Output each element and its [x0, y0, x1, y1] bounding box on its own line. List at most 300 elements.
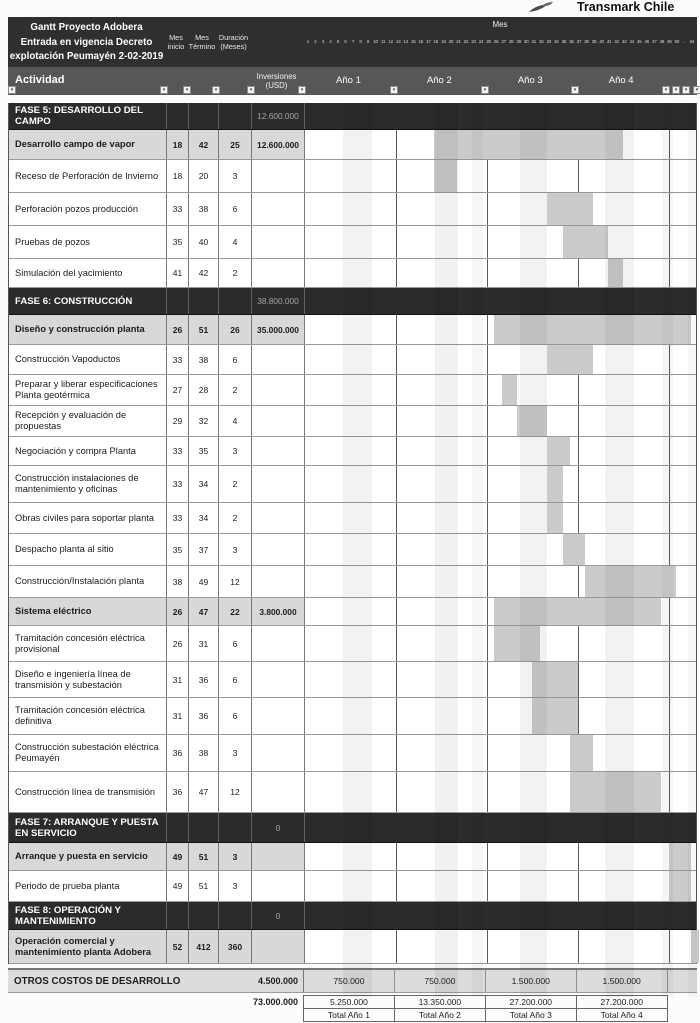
activity-label: Construcción línea de transmisión: [15, 786, 156, 797]
mes-inicio-cell: 36: [166, 735, 188, 771]
col-header-duracion: Duración (Meses): [218, 33, 249, 51]
mes-inicio-cell: 33: [166, 503, 188, 533]
month-tick: 64: [689, 39, 695, 44]
mes-termino-cell: 28: [188, 375, 218, 405]
gantt-chart-cell: [304, 466, 696, 502]
year-gridline: [669, 772, 670, 812]
gantt-row: [9, 662, 696, 698]
gantt-bar: [585, 566, 676, 597]
year-gridline: [578, 160, 579, 192]
filter-dropdown-icon: ▾: [571, 86, 579, 94]
gantt-row: [9, 315, 696, 345]
duracion-cell: 22: [218, 598, 251, 625]
filter-dropdown-icon: ▾: [212, 86, 220, 94]
activity-label: Diseño e ingeniería línea de transmisión y subestación: [15, 668, 131, 690]
gantt-chart-cell: [304, 772, 696, 812]
fase-label: FASE 5: DESARROLLO DEL CAMPO: [15, 105, 143, 127]
month-tick: 29: [516, 39, 521, 44]
gantt-bar: [547, 345, 592, 374]
year-gridline: [487, 735, 488, 771]
month-tick: 5: [336, 39, 340, 44]
otros-year-value: 1.500.000: [486, 970, 577, 992]
gantt-chart-cell: [304, 406, 696, 436]
year-gridline: [669, 534, 670, 565]
year-column-header: Año 1: [336, 75, 361, 86]
gantt-row: [9, 735, 696, 772]
year-total-value: 27.200.000: [486, 995, 577, 1009]
gantt-row: [9, 345, 696, 375]
inversion-cell: [251, 772, 304, 812]
year-gridline: [669, 375, 670, 405]
month-tick: 46: [644, 39, 649, 44]
gantt-chart-cell: [304, 130, 696, 159]
mes-axis-label: Mes: [492, 20, 508, 29]
table-header-band: [8, 17, 697, 67]
gantt-row: [9, 503, 696, 534]
year-gridline: [487, 315, 488, 344]
inversion-cell: 0: [251, 902, 304, 929]
month-tick: 43: [621, 39, 627, 44]
mes-inicio-cell: 31: [166, 662, 188, 697]
month-tick: 37: [576, 39, 582, 44]
gantt-chart-cell: [304, 160, 696, 192]
duracion-cell: [218, 813, 251, 842]
gantt-row: [9, 259, 696, 288]
mes-termino-cell: 36: [188, 662, 218, 697]
activity-label: Arranque y puesta en servicio: [15, 851, 148, 861]
gantt-bar: [547, 503, 562, 533]
gantt-row: [9, 598, 696, 626]
mes-inicio-cell: 18: [166, 160, 188, 192]
year-gridline: [578, 406, 579, 436]
year-gridline: [578, 503, 579, 533]
gantt-chart-cell: [304, 871, 696, 901]
otros-costos-total: 4.500.000: [257, 976, 298, 986]
filter-dropdown-icon: ▾: [682, 86, 690, 94]
inversion-cell: [251, 466, 304, 502]
month-tick: 6: [344, 39, 347, 44]
activity-label: Perforación pozos producción: [15, 203, 138, 214]
brand-name: Transmark Chile: [577, 0, 675, 14]
activity-label: Sistema eléctrico: [15, 606, 92, 616]
month-tick: 11: [380, 39, 386, 44]
gantt-chart-cell: [304, 375, 696, 405]
mes-termino-cell: 20: [188, 160, 218, 192]
year-gridline: [487, 598, 488, 625]
year-total-label: Total Año 1: [304, 1009, 395, 1022]
mes-termino-cell: 47: [188, 772, 218, 812]
gantt-chart-cell: [304, 345, 696, 374]
month-tick: 47: [651, 39, 657, 44]
activity-label: Operación comercial y mantenimiento planta Adobera: [15, 935, 152, 957]
mes-inicio-cell: 36: [166, 772, 188, 812]
month-tick: 41: [606, 39, 612, 44]
gantt-bar: [532, 662, 577, 697]
duracion-cell: 6: [218, 698, 251, 734]
year-gridline: [578, 626, 579, 661]
mes-termino-cell: 38: [188, 345, 218, 374]
gantt-chart-cell: [304, 437, 696, 465]
year-gridline: [396, 375, 397, 405]
gantt-row: [9, 288, 696, 315]
year-gridline: [396, 130, 397, 159]
year-gridline: [396, 772, 397, 812]
inversion-cell: 0: [251, 813, 304, 842]
gantt-chart-cell: [304, 193, 696, 225]
month-tick: 25: [486, 39, 491, 44]
mes-termino-cell: 49: [188, 566, 218, 597]
mes-termino-cell: 51: [188, 315, 218, 344]
year-gridline: [396, 226, 397, 258]
month-tick: 15: [410, 39, 416, 44]
activity-label: Pruebas de pozos: [15, 236, 90, 247]
gantt-row: [9, 103, 696, 130]
month-tick: 28: [508, 39, 514, 44]
gantt-bar: [494, 598, 661, 625]
year-gridline: [487, 259, 488, 287]
year-gridline: [396, 503, 397, 533]
gantt-row: [9, 902, 696, 930]
mes-inicio-cell: 33: [166, 345, 188, 374]
inversion-cell: [251, 160, 304, 192]
duracion-cell: 3: [218, 735, 251, 771]
year-gridline: [487, 930, 488, 963]
year-gridline: [396, 193, 397, 225]
year-gridline: [669, 345, 670, 374]
month-tick: 2: [314, 39, 317, 44]
gantt-chart-cell: [304, 534, 696, 565]
activity-label: Simulación del yacimiento: [15, 267, 123, 278]
inversion-cell: [251, 735, 304, 771]
inversion-cell: [251, 406, 304, 436]
gantt-bar: [532, 698, 577, 734]
month-tick: 40: [599, 39, 604, 44]
activity-label: Recepción y evaluación de propuestas: [15, 410, 127, 431]
mes-inicio-cell: 26: [166, 315, 188, 344]
year-gridline: [669, 226, 670, 258]
mes-termino-cell: 37: [188, 534, 218, 565]
year-gridline: [487, 226, 488, 258]
duracion-cell: 360: [218, 930, 251, 963]
mes-termino-cell: 36: [188, 698, 218, 734]
month-tick: 50: [674, 39, 680, 44]
year-gridline: [396, 735, 397, 771]
year-gridline: [396, 534, 397, 565]
month-tick: 35: [561, 39, 567, 44]
gantt-row: [9, 772, 696, 813]
duracion-cell: 6: [218, 662, 251, 697]
gantt-row: [9, 130, 696, 160]
filter-dropdown-icon: ▾: [183, 86, 191, 94]
activity-label: Construcción/Instalación planta: [15, 576, 145, 586]
duracion-cell: 25: [218, 130, 251, 159]
duracion-cell: 3: [218, 437, 251, 465]
year-gridline: [396, 315, 397, 344]
activity-label: Tramitación concesión eléctrica definitiva: [15, 705, 145, 726]
gantt-bar: [608, 259, 623, 287]
year-gridline: [487, 466, 488, 502]
filter-dropdown-icon: ▾: [247, 86, 255, 94]
activity-label: Diseño y construcción planta: [15, 324, 145, 334]
duracion-cell: 6: [218, 626, 251, 661]
duracion-cell: 3: [218, 160, 251, 192]
year-gridline: [487, 698, 488, 734]
mes-termino-cell: 412: [188, 930, 218, 963]
actividad-header: Actividad: [15, 74, 65, 86]
activity-label: Receso de Perforación de Invierno: [15, 170, 159, 181]
transmark-logo-icon: [528, 1, 554, 15]
year-gridline: [669, 735, 670, 771]
month-tick: 17: [426, 39, 431, 44]
year-gridline: [578, 566, 579, 597]
month-tick: 24: [478, 39, 484, 44]
year-gridline: [578, 375, 579, 405]
year-gridline: [487, 772, 488, 812]
gantt-bar: [547, 437, 570, 465]
month-tick: 33: [546, 39, 552, 44]
mes-termino-cell: 51: [188, 843, 218, 870]
inversion-cell: 35.000.000: [251, 315, 304, 344]
month-tick: 9: [366, 39, 370, 44]
year-gridline: [396, 466, 397, 502]
inversion-cell: [251, 437, 304, 465]
mes-inicio-cell: [166, 813, 188, 842]
year-gridline: [487, 193, 488, 225]
fase-label: FASE 8: OPERACIÓN Y MANTENIMIENTO: [15, 904, 121, 927]
year-gridline: [669, 466, 670, 502]
duracion-cell: 2: [218, 503, 251, 533]
month-tick: 10: [373, 39, 378, 44]
inversion-cell: 3.800.000: [251, 598, 304, 625]
duracion-cell: 3: [218, 534, 251, 565]
mes-inicio-cell: 41: [166, 259, 188, 287]
gantt-row: [9, 813, 696, 843]
year-gridline: [487, 843, 488, 870]
gantt-rows: [8, 103, 697, 964]
year-gridline: [396, 626, 397, 661]
inversiones-header: Inversiones (USD): [256, 72, 297, 90]
otros-costos-label: OTROS COSTOS DE DESARROLLO: [14, 975, 181, 987]
activity-label: Periodo de prueba planta: [15, 880, 120, 891]
otros-costos-row: [8, 968, 697, 993]
year-gridline: [578, 259, 579, 287]
year-header-row: [303, 67, 697, 95]
title-line-2: Entrada en vigencia Decreto: [20, 36, 153, 48]
month-tick: 3: [321, 39, 324, 44]
year-gridline: [578, 871, 579, 901]
month-tick: 14: [403, 39, 408, 44]
month-number-row: [303, 39, 697, 44]
duracion-cell: 2: [218, 466, 251, 502]
inversion-cell: [251, 375, 304, 405]
duracion-cell: 4: [218, 226, 251, 258]
inversion-cell: [251, 871, 304, 901]
gantt-row: [9, 871, 696, 902]
year-gridline: [487, 375, 488, 405]
gantt-chart-cell: [304, 598, 696, 625]
gantt-bar: [563, 226, 608, 258]
grand-total-row: [8, 995, 697, 1009]
duracion-cell: 3: [218, 843, 251, 870]
month-tick: 16: [418, 39, 423, 44]
gantt-bar: [570, 772, 661, 812]
gantt-bar: [563, 534, 586, 565]
month-tick: 23: [471, 39, 476, 44]
filter-dropdown-icon: ▾: [160, 86, 168, 94]
mes-termino-cell: 38: [188, 735, 218, 771]
month-tick: 48: [659, 39, 664, 44]
gantt-bar: [502, 375, 517, 405]
year-gridline: [669, 437, 670, 465]
year-gridline: [669, 598, 670, 625]
filter-dropdown-icon: ▾: [481, 86, 489, 94]
mes-inicio-cell: 33: [166, 437, 188, 465]
month-tick: 1: [306, 39, 309, 44]
duracion-cell: [218, 288, 251, 314]
year-gridline: [487, 626, 488, 661]
gantt-row: [9, 375, 696, 406]
gantt-row: [9, 534, 696, 566]
inversion-cell: 12.600.000: [251, 103, 304, 129]
year-total-value: 5.250.000: [304, 995, 395, 1009]
year-gridline: [487, 437, 488, 465]
gantt-bar: [669, 871, 692, 901]
year-gridline: [669, 160, 670, 192]
year-gridline: [396, 598, 397, 625]
gantt-chart-cell: [304, 735, 696, 771]
mes-termino-cell: 42: [188, 130, 218, 159]
mes-inicio-cell: 29: [166, 406, 188, 436]
inversion-cell: [251, 566, 304, 597]
gantt-bar: [494, 315, 691, 344]
activity-label: Desarrollo campo de vapor: [15, 139, 135, 149]
fase-label: FASE 7: ARRANQUE Y PUESTA EN SERVICIO: [15, 816, 159, 839]
gantt-row: [9, 406, 696, 437]
otros-year-values: [303, 970, 697, 992]
mes-inicio-cell: 18: [166, 130, 188, 159]
gantt-bar: [434, 160, 457, 192]
inversion-cell: [251, 534, 304, 565]
year-gridline: [578, 662, 579, 697]
year-total-label: Total Año 2: [395, 1009, 486, 1022]
month-tick: 26: [493, 39, 499, 44]
gantt-bar: [547, 466, 562, 502]
year-gridline: [487, 566, 488, 597]
month-tick: 44: [629, 39, 634, 44]
gantt-row: [9, 930, 696, 964]
activity-label: Obras civiles para soportar planta: [15, 512, 155, 523]
title-line-1: Gantt Proyecto Adobera: [30, 22, 143, 33]
mes-inicio-cell: [166, 103, 188, 129]
mes-termino-cell: [188, 902, 218, 929]
mes-inicio-cell: 31: [166, 698, 188, 734]
month-tick: 27: [501, 39, 506, 44]
total-labels-row: [8, 1009, 697, 1022]
year-gridline: [669, 626, 670, 661]
year-gridline: [396, 160, 397, 192]
gantt-chart-cell: [304, 930, 696, 963]
duracion-cell: 26: [218, 315, 251, 344]
month-tick: 49: [667, 39, 672, 44]
mes-inicio-cell: 27: [166, 375, 188, 405]
mes-termino-cell: 34: [188, 466, 218, 502]
year-gridline: [578, 437, 579, 465]
year-total-labels: [303, 1009, 697, 1022]
brand-header: [0, 0, 700, 17]
duracion-cell: 6: [218, 345, 251, 374]
mes-termino-cell: [188, 103, 218, 129]
gantt-chart-cell: [304, 843, 696, 870]
inversion-cell: 38.800.000: [251, 288, 304, 314]
month-tick: 42: [614, 39, 619, 44]
year-gridline: [669, 503, 670, 533]
year-column-header: Año 2: [426, 75, 452, 86]
inversion-cell: [251, 193, 304, 225]
filter-dropdown-icon: ▾: [298, 86, 306, 94]
month-tick: 45: [636, 39, 642, 44]
duracion-cell: 2: [218, 375, 251, 405]
year-gridline: [669, 259, 670, 287]
inversion-cell: [251, 843, 304, 870]
inversion-cell: [251, 930, 304, 963]
mes-inicio-cell: [166, 902, 188, 929]
inversion-cell: [251, 345, 304, 374]
year-gridline: [396, 930, 397, 963]
activity-label: Construcción subestación eléctrica Peumayén: [15, 742, 159, 763]
month-tick: 31: [531, 39, 536, 44]
gantt-row: [9, 437, 696, 466]
grand-total-value: 73.000.000: [252, 997, 298, 1007]
year-gridline: [396, 345, 397, 374]
year-gridline: [396, 406, 397, 436]
header-gap: [8, 95, 697, 103]
year-gridline: [487, 534, 488, 565]
year-gridline: [669, 662, 670, 697]
mes-termino-cell: 42: [188, 259, 218, 287]
year-gridline: [669, 930, 670, 963]
year-gridline: [396, 259, 397, 287]
gantt-bar: [669, 843, 692, 870]
gantt-chart-cell: [304, 315, 696, 344]
mes-termino-cell: 31: [188, 626, 218, 661]
gantt-bar: [547, 193, 592, 225]
inversion-cell: [251, 626, 304, 661]
mes-inicio-cell: 33: [166, 466, 188, 502]
year-gridline: [669, 406, 670, 436]
duracion-cell: 6: [218, 193, 251, 225]
mes-inicio-cell: 35: [166, 226, 188, 258]
inversion-cell: [251, 698, 304, 734]
month-axis: [303, 17, 697, 67]
year-gridline: [396, 566, 397, 597]
gantt-chart-cell: [304, 698, 696, 734]
month-tick: 12: [388, 39, 393, 44]
mes-inicio-cell: 35: [166, 534, 188, 565]
year-gridline: [396, 662, 397, 697]
mes-inicio-cell: 49: [166, 871, 188, 901]
gantt-row: [9, 193, 696, 226]
gantt-bar: [691, 930, 699, 963]
duracion-cell: 12: [218, 566, 251, 597]
month-tick: 19: [441, 39, 446, 44]
mes-termino-cell: 35: [188, 437, 218, 465]
gantt-row: [9, 843, 696, 871]
year-gridline: [669, 193, 670, 225]
month-tick: 13: [395, 39, 401, 44]
gantt-chart-cell: [304, 813, 696, 842]
gantt-title: [8, 17, 165, 67]
mes-termino-cell: 47: [188, 598, 218, 625]
